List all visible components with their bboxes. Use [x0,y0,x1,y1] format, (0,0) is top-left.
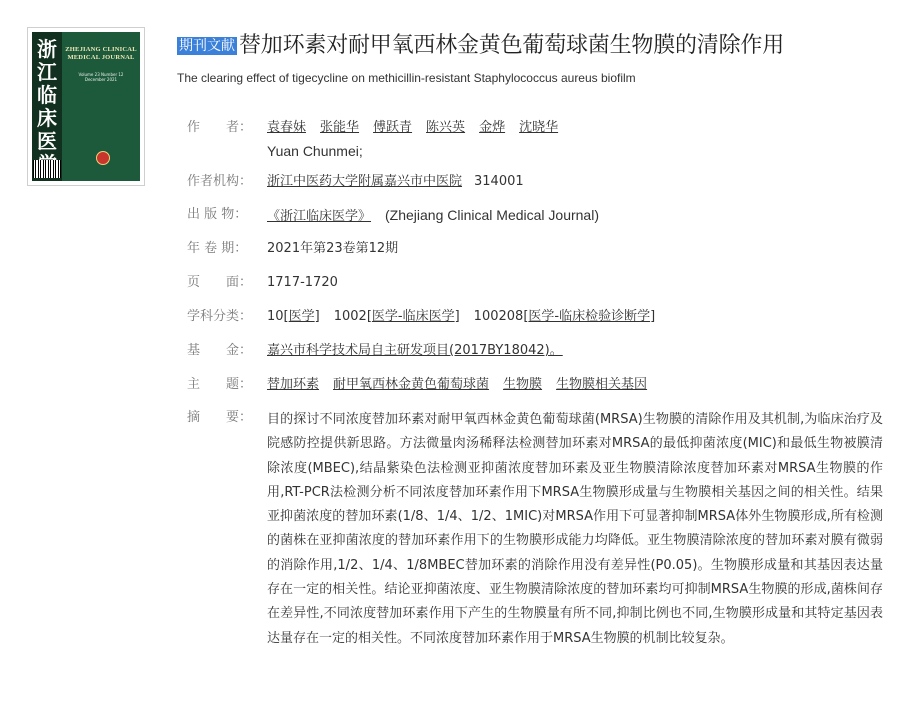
keywords-label: 主 题： [187,377,253,392]
institution-link[interactable]: 浙江中医药大学附属嘉兴市中医院 [267,174,463,189]
author-link[interactable]: 傅跃青 [373,120,413,135]
journal-cover-frame [27,27,145,186]
keyword-link[interactable]: 耐甲氧西林金黄色葡萄球菌 [333,377,490,392]
institution-label: 作者机构： [187,174,253,189]
issue-value: 2021年第23卷第12期 [267,241,399,256]
author-link[interactable]: 金烨 [479,120,506,135]
author-link[interactable]: 陈兴英 [426,120,466,135]
article-english-title: The clearing effect of tigecycline on methicillin-resistant Staphylococcus aureus biofilm [177,71,636,85]
journal-article-badge: 期刊文献 [179,38,235,54]
subject-code: 1002 [333,309,367,324]
keywords-value [267,375,647,395]
cover-volume-date: December 2021 [84,77,118,82]
cover-volume [64,72,138,82]
publication-value [267,205,599,227]
journal-cover-image[interactable] [32,32,140,181]
pages-label: 页 面： [187,275,253,290]
cover-chinese-title: 浙江临床医 [37,37,57,153]
abstract-label: 摘 要： [187,410,253,425]
cover-barcode-icon [33,160,61,178]
institution-postcode: 314001 [474,174,524,189]
fund-value [267,341,563,361]
subject-value: 10[医学] 1002[医学-临床医学] 100208[医学-临床检验诊断学] [267,309,656,324]
subject-label: 学科分类： [187,309,253,324]
authors-label: 作 者： [187,120,253,135]
author-link[interactable]: 袁春妹 [267,120,307,135]
publication-label: 出 版 物： [187,207,248,222]
subject-code: 100208 [473,309,524,324]
fund-link[interactable]: 嘉兴市科学技术局自主研发项目(2017BY18042)。 [267,343,563,358]
publication-link[interactable]: 《浙江临床医学》 [267,209,372,224]
fund-label: 基 金： [187,343,253,358]
article-title: 替加环素对耐甲氧西林金黄色葡萄球菌生物膜的清除作用 [239,33,785,58]
author-link[interactable]: 沈晓华 [519,120,559,135]
keyword-link[interactable]: 生物膜 [503,377,543,392]
authors-value [267,118,558,161]
subject-link[interactable]: 医学-临床医学 [371,309,455,324]
cover-english-title: ZHEJIANG CLINICAL MEDICAL JOURNAL [65,46,137,61]
keyword-link[interactable]: 生物膜相关基因 [556,377,648,392]
institution-value [267,172,524,192]
publication-english-name: (Zhejiang Clinical Medical Journal) [385,207,599,223]
cover-logo-icon [96,151,110,165]
subject-code: 10 [267,309,284,324]
issue-label: 年 卷 期： [187,241,248,256]
subject-link[interactable]: 医学-临床检验诊断学 [528,309,651,324]
cover-volume-number: Volume 23 Number 12 [78,72,124,77]
subject-link[interactable]: 医学 [288,309,315,324]
abstract-text: 目的探讨不同浓度替加环素对耐甲氧西林金黄色葡萄球菌(MRSA)生物膜的清除作用及其机制,为临床治疗及院感防控提供新思路。方法微量肉汤稀释法检测替加环素对MRSA的最低抑菌浓度(MIC)和最低生物被膜清除浓度(MBEC),结晶紫染色法检测亚抑菌浓度替加环素及亚生物膜清除浓度替加环素对MRSA生物膜的作用,RT-PCR法检测分析不同浓度替加环素作用下MRSA生物膜形成量与生物膜相关基因之间的相关性。结果亚抑菌浓度的替加环素(1/8、1/4、1/2、1MIC)对MRSA作用下可显著抑制MRSA体外生物膜形成,所有检测的菌株在亚抑菌浓度的替加环素作用下的生物膜形成能力均降低。亚生物膜清除浓度的替加环素对膜有微弱的消除作用,1/2、1/4、1/8MBEC替加环素的消除作用没有差异性(P0.05)。生物膜形成量和其基因表达量存在一定的相关性。结论亚抑菌浓度、亚生物膜清除浓度的替加环素均可抑制MRSA生物膜的形成,菌株间存在差异性,不同浓度替加环素作用下产生的生物膜量有所不同,抑制比例也不同,生物膜形成量和其特定基因表达量存在一定的相关性。不同浓度替加环素作用于MRSA生物膜的机制比较复杂。 [267,412,883,646]
author-english-name: Yuan Chunmei; [267,143,363,159]
pages-value: 1717-1720 [267,275,338,290]
keyword-link[interactable]: 替加环素 [267,377,320,392]
author-link[interactable]: 张能华 [320,120,360,135]
article-title-row [177,32,887,60]
